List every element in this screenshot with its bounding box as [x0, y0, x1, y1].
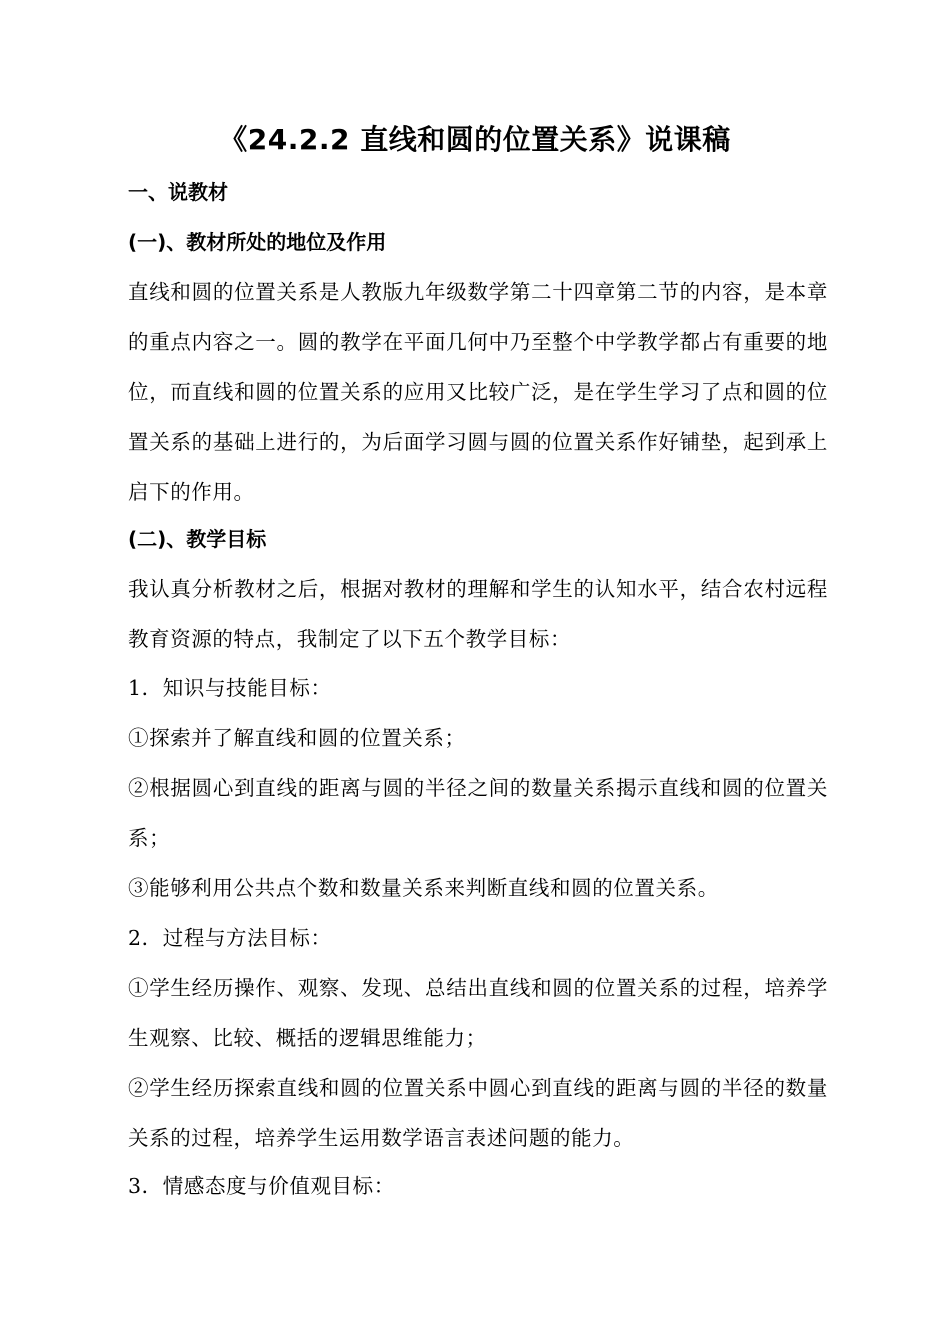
goal-item: ②根据圆心到直线的距离与圆的半径之间的数量关系揭示直线和圆的位置关系； — [128, 776, 828, 850]
document-title: 《24.2.2 直线和圆的位置关系》说课稿 — [219, 123, 731, 156]
goal-item: ③能够利用公共点个数和数量关系来判断直线和圆的位置关系。 — [128, 876, 719, 900]
section-heading-textbook: 一、说教材 — [128, 180, 228, 204]
subsection-heading-teaching-goals: (二)、教学目标 — [128, 527, 267, 551]
goal-heading-emotion-values: 3．情感态度与价值观目标： — [128, 1174, 395, 1198]
subsection-heading-status-role: (一)、教材所处的地位及作用 — [128, 230, 387, 254]
goal-heading-knowledge-skills: 1．知识与技能目标： — [128, 676, 332, 700]
paragraph-teaching-goals: 我认真分析教材之后，根据对教材的理解和学生的认知水平，结合农村远程教育资源的特点，我制定了以下五个教学目标： — [128, 577, 828, 651]
goal-item: ①探索并了解直线和圆的位置关系； — [128, 726, 466, 750]
goal-item: ①学生经历操作、观察、发现、总结出直线和圆的位置关系的过程，培养学生观察、比较、概括的逻辑思维能力； — [128, 976, 828, 1050]
paragraph-status-role: 直线和圆的位置关系是人教版九年级数学第二十四章第二节的内容，是本章的重点内容之一。圆的教学在平面几何中乃至整个中学教学都占有重要的地位，而直线和圆的位置关系的应用又比较广泛，是在学生学习了点和圆的位置关系的基础上进行的，为后面学习圆与圆的位置关系作好铺垫，起到承上启下的作用。 — [128, 280, 828, 504]
goal-heading-process-method: 2．过程与方法目标： — [128, 926, 332, 950]
goal-item: ②学生经历探索直线和圆的位置关系中圆心到直线的距离与圆的半径的数量关系的过程，培养学生运用数学语言表述问题的能力。 — [128, 1076, 828, 1150]
